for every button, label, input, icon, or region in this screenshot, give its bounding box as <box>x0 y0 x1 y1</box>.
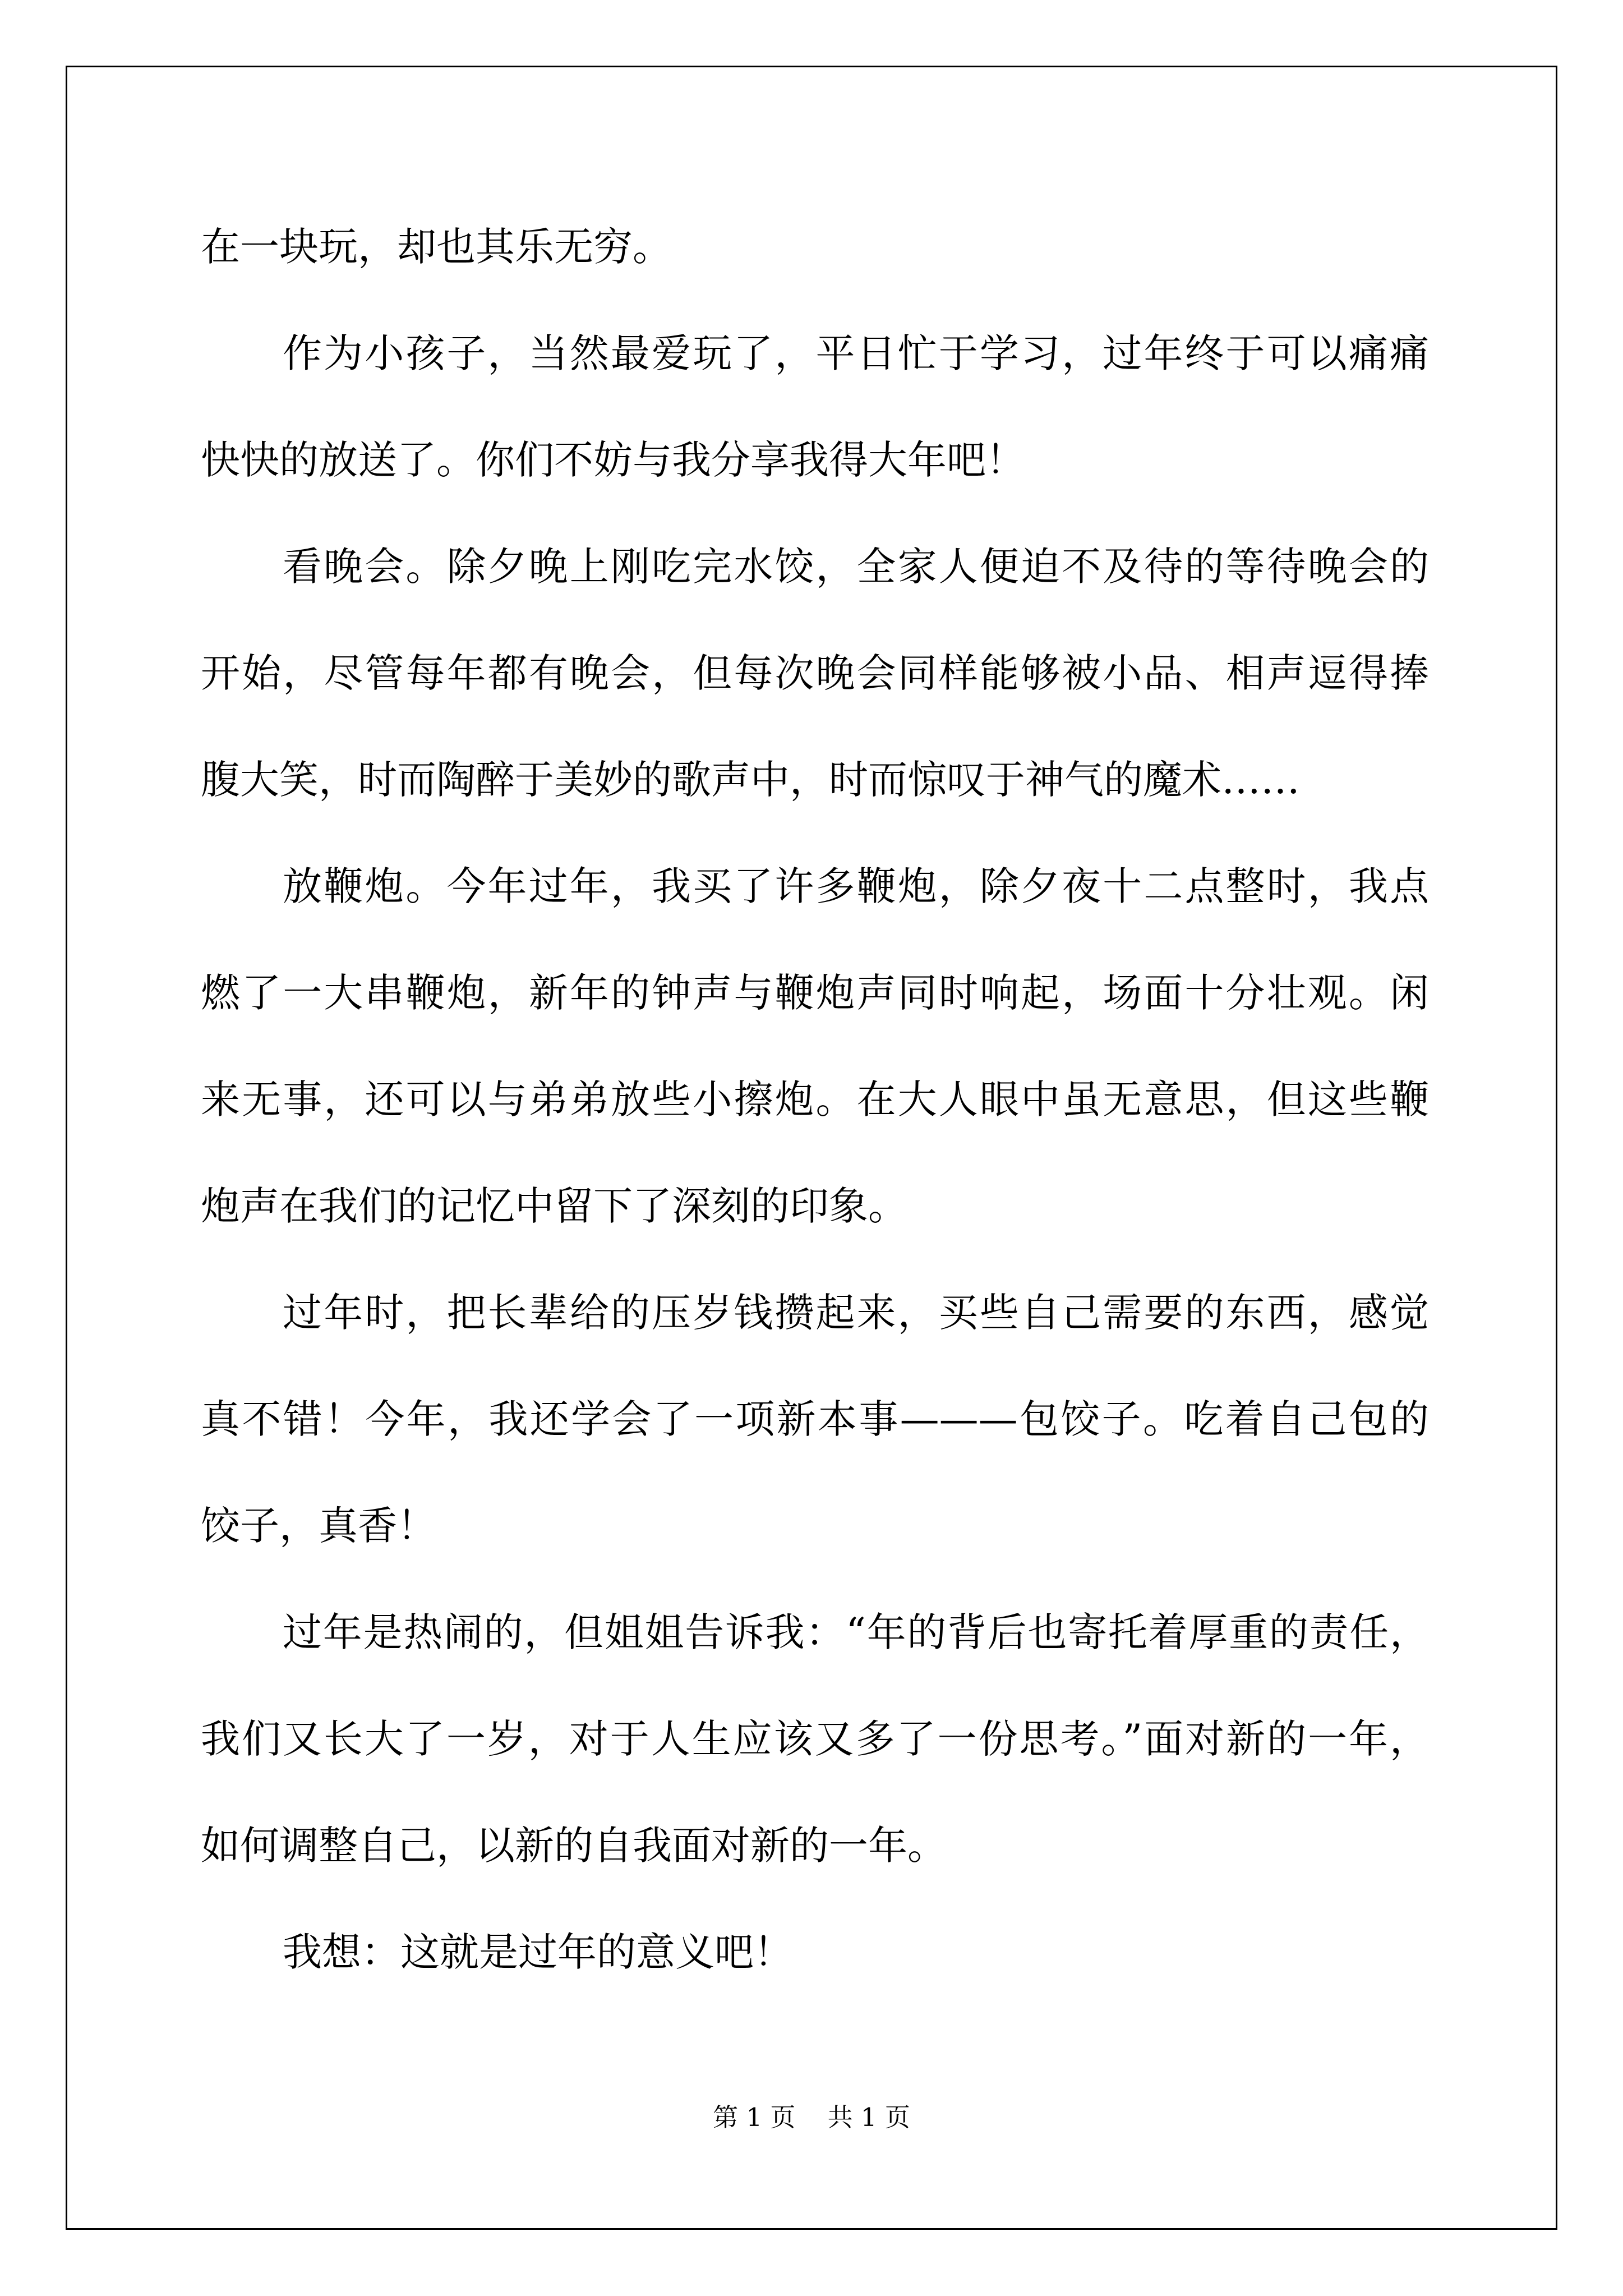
paragraph-line: 腹大笑，时而陶醉于美妙的歌声中，时而惊叹于神气的魔术…… <box>201 757 1300 803</box>
paragraph-line: 放鞭炮。今年过年，我买了许多鞭炮，除夕夜十二点整时，我点 <box>283 863 1429 909</box>
paragraph-line: 作为小孩子，当然最爱玩了，平日忙于学习，过年终于可以痛痛 <box>283 330 1429 376</box>
page-number-footer: 第 1 页 共 1 页 <box>713 2102 910 2132</box>
paragraph-line: 来无事，还可以与弟弟放些小擦炮。在大人眼中虽无意思，但这些鞭 <box>201 1076 1429 1122</box>
paragraph-line: 我们又长大了一岁，对于人生应该又多了一份思考。”面对新的一年， <box>201 1716 1429 1762</box>
paragraph-line: 在一块玩，却也其乐无穷。 <box>201 224 672 270</box>
paragraph-line: 过年时，把长辈给的压岁钱攒起来，买些自己需要的东西，感觉 <box>283 1290 1429 1336</box>
paragraph-line: 炮声在我们的记忆中留下了深刻的印象。 <box>201 1183 907 1229</box>
paragraph-line: 饺子，真香！ <box>201 1503 436 1549</box>
page-border <box>66 66 1557 2230</box>
paragraph-line: 燃了一大串鞭炮，新年的钟声与鞭炮声同时响起，场面十分壮观。闲 <box>201 970 1429 1016</box>
paragraph-line: 快快的放送了。你们不妨与我分享我得大年吧！ <box>201 437 1025 483</box>
paragraph-line: 看晚会。除夕晚上刚吃完水饺，全家人便迫不及待的等待晚会的 <box>283 544 1429 590</box>
paragraph-line: 开始，尽管每年都有晚会，但每次晚会同样能够被小品、相声逗得捧 <box>201 650 1429 696</box>
paragraph-line: 我想：这就是过年的意义吧！ <box>283 1929 793 1975</box>
paragraph-line: 如何调整自己，以新的自我面对新的一年。 <box>201 1823 947 1869</box>
paragraph-line: 过年是热闹的，但姐姐告诉我：“年的背后也寄托着厚重的责任， <box>283 1609 1429 1655</box>
paragraph-line: 真不错！今年，我还学会了一项新本事———包饺子。吃着自己包的 <box>201 1396 1429 1442</box>
